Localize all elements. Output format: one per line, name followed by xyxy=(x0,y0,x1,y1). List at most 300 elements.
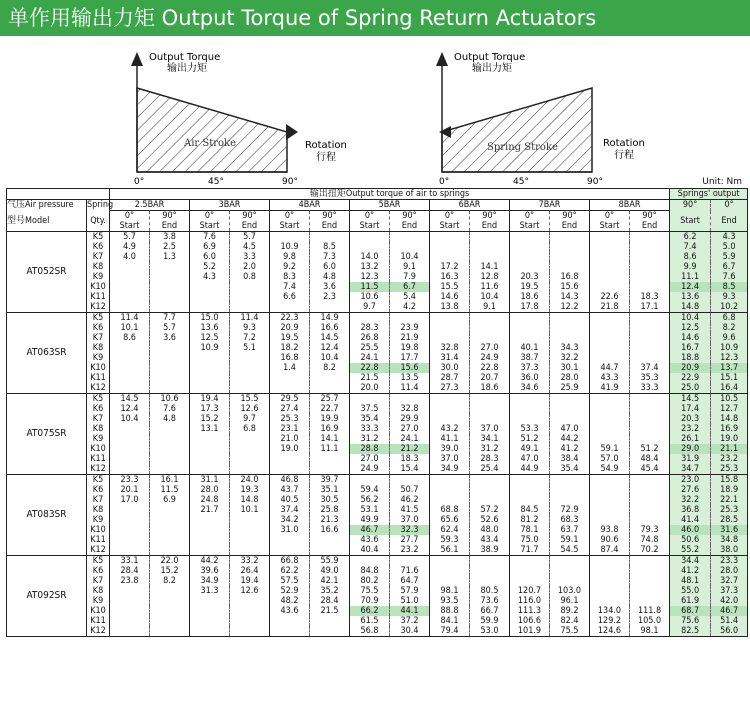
y-axis-label-cn: 输出力矩 xyxy=(167,63,207,74)
torque-value xyxy=(230,596,270,606)
torque-value: 21.2 xyxy=(390,444,430,454)
spring-output-start: 34.7 xyxy=(670,464,711,475)
position-label: End xyxy=(401,221,418,231)
x-axis-label-cn: 行程 xyxy=(316,152,336,163)
table-row xyxy=(7,576,748,586)
torque-value: 13.2 xyxy=(350,262,390,272)
torque-value xyxy=(190,292,230,302)
torque-value xyxy=(150,626,190,637)
spring-output-header: Springs' output xyxy=(670,189,748,200)
torque-value xyxy=(430,475,470,486)
torque-value: 13.6 xyxy=(190,323,230,333)
table-row xyxy=(7,232,748,243)
angle-header xyxy=(150,211,190,232)
torque-value: 6.8 xyxy=(230,424,270,434)
torque-value xyxy=(230,292,270,302)
torque-value: 35.4 xyxy=(350,414,390,424)
torque-value xyxy=(150,464,190,475)
torque-value: 65.6 xyxy=(430,515,470,525)
table-row xyxy=(7,616,748,626)
torque-value: 80.2 xyxy=(350,576,390,586)
table-row xyxy=(7,596,748,606)
torque-value: 16.9 xyxy=(310,424,350,434)
table-row xyxy=(7,475,748,486)
torque-value xyxy=(510,485,550,495)
table-row xyxy=(7,394,748,405)
torque-value: 14.1 xyxy=(310,434,350,444)
torque-value: 79.3 xyxy=(630,525,670,535)
torque-value xyxy=(630,505,670,515)
torque-value xyxy=(110,353,150,363)
x-axis-label-cn: 行程 xyxy=(614,150,634,161)
torque-value xyxy=(110,343,150,353)
table-row xyxy=(7,434,748,444)
torque-value: 35.3 xyxy=(630,373,670,383)
torque-value xyxy=(190,545,230,556)
spring-output-start: 36.8 xyxy=(670,505,711,515)
position-label: End xyxy=(641,221,658,231)
torque-value xyxy=(470,232,510,243)
torque-value: 71.6 xyxy=(390,566,430,576)
torque-value: 16.6 xyxy=(310,323,350,333)
torque-value xyxy=(510,242,550,252)
torque-value: 87.4 xyxy=(590,545,630,556)
spring-output-end: 8.2 xyxy=(711,323,748,333)
torque-value xyxy=(230,373,270,383)
torque-value: 66.2 xyxy=(350,606,390,616)
spring-qty: K8 xyxy=(87,343,110,353)
torque-value: 25.5 xyxy=(350,343,390,353)
spring-output-end: 10.5 xyxy=(711,394,748,405)
torque-value: 129.2 xyxy=(590,616,630,626)
torque-value: 20.3 xyxy=(510,272,550,282)
torque-value: 5.4 xyxy=(390,292,430,302)
torque-value xyxy=(190,444,230,454)
torque-value: 7.7 xyxy=(150,313,190,324)
tick-0: 0° xyxy=(439,177,450,187)
torque-value xyxy=(470,394,510,405)
torque-value: 48.4 xyxy=(630,454,670,464)
torque-value xyxy=(550,242,590,252)
tick-0: 0° xyxy=(134,177,145,187)
torque-value xyxy=(510,566,550,576)
torque-value: 48.2 xyxy=(270,596,310,606)
torque-value: 64.7 xyxy=(390,576,430,586)
torque-value: 54.5 xyxy=(550,545,590,556)
torque-value xyxy=(150,424,190,434)
torque-value: 46.8 xyxy=(270,475,310,486)
torque-value xyxy=(350,556,390,567)
torque-value xyxy=(110,596,150,606)
spring-output-start: 50.6 xyxy=(670,535,711,545)
spring-qty: K6 xyxy=(87,242,110,252)
torque-value: 47.0 xyxy=(510,454,550,464)
table-row xyxy=(7,333,748,343)
pressure-header: 8BAR xyxy=(590,200,670,211)
torque-value: 17.7 xyxy=(390,353,430,363)
torque-value: 70.2 xyxy=(630,545,670,556)
torque-value: 27.0 xyxy=(390,424,430,434)
spring-qty: K5 xyxy=(87,394,110,405)
torque-value xyxy=(190,282,230,292)
torque-value xyxy=(230,454,270,464)
torque-value: 25.3 xyxy=(270,414,310,424)
torque-value xyxy=(110,424,150,434)
spring-output-end: 5.9 xyxy=(711,252,748,262)
spring-stroke-diagram xyxy=(405,40,735,190)
torque-value: 44.7 xyxy=(590,363,630,373)
torque-value xyxy=(110,515,150,525)
spring-qty: K6 xyxy=(87,566,110,576)
spring-output-end: 5.0 xyxy=(711,242,748,252)
torque-value xyxy=(190,434,230,444)
pressure-header: 7BAR xyxy=(510,200,590,211)
torque-value xyxy=(390,242,430,252)
torque-value xyxy=(190,454,230,464)
torque-value xyxy=(270,232,310,243)
torque-value: 24.9 xyxy=(350,464,390,475)
position-label: Start xyxy=(359,221,380,231)
x-axis-label-en: Rotation xyxy=(305,140,347,151)
torque-value xyxy=(630,394,670,405)
torque-value: 59.4 xyxy=(350,485,390,495)
table-row xyxy=(7,464,748,475)
torque-value: 33.3 xyxy=(630,383,670,394)
torque-value xyxy=(230,434,270,444)
torque-value: 15.2 xyxy=(150,566,190,576)
angle-header xyxy=(270,211,310,232)
torque-value: 56.8 xyxy=(350,626,390,637)
torque-value xyxy=(150,272,190,282)
spring-stroke-label: Spring Stroke xyxy=(487,142,558,153)
spring-output-end: 23.3 xyxy=(711,556,748,567)
torque-value xyxy=(190,464,230,475)
torque-value: 28.7 xyxy=(430,373,470,383)
torque-value: 50.7 xyxy=(390,485,430,495)
torque-value xyxy=(630,404,670,414)
spring-output-start: 75.6 xyxy=(670,616,711,626)
torque-value: 14.3 xyxy=(550,292,590,302)
torque-value xyxy=(470,495,510,505)
table-row xyxy=(7,363,748,373)
torque-value: 7.3 xyxy=(310,252,350,262)
torque-value: 11.4 xyxy=(230,313,270,324)
torque-value: 15.2 xyxy=(190,414,230,424)
torque-value: 10.6 xyxy=(350,292,390,302)
angle-header xyxy=(310,211,350,232)
torque-value xyxy=(150,586,190,596)
torque-value xyxy=(470,566,510,576)
torque-value: 23.1 xyxy=(270,424,310,434)
torque-value: 6.9 xyxy=(190,242,230,252)
torque-value xyxy=(310,535,350,545)
spring-output-start: 34.4 xyxy=(670,556,711,567)
torque-value xyxy=(510,232,550,243)
torque-value xyxy=(310,454,350,464)
spring-output-start: 23.0 xyxy=(670,475,711,486)
torque-value: 23.2 xyxy=(390,545,430,556)
spring-label: Spring xyxy=(87,200,114,211)
torque-value: 30.0 xyxy=(430,363,470,373)
torque-value: 33.3 xyxy=(350,424,390,434)
torque-value: 28.0 xyxy=(190,485,230,495)
torque-value xyxy=(630,475,670,486)
spring-qty: K8 xyxy=(87,424,110,434)
table-row xyxy=(7,313,748,324)
torque-value xyxy=(190,626,230,637)
torque-value xyxy=(150,525,190,535)
torque-value: 6.7 xyxy=(390,282,430,292)
spring-angle-header: 0° xyxy=(711,200,748,211)
torque-value xyxy=(150,302,190,313)
torque-value: 30.1 xyxy=(550,363,590,373)
torque-value xyxy=(270,616,310,626)
tick-45: 45° xyxy=(208,177,224,187)
angle-header xyxy=(550,211,590,232)
table-row xyxy=(7,626,748,637)
angle-label: 0° xyxy=(124,211,135,221)
spring-output-start: 55.0 xyxy=(670,586,711,596)
torque-value xyxy=(110,292,150,302)
spring-output-end: 31.6 xyxy=(711,525,748,535)
torque-value: 44.2 xyxy=(190,556,230,567)
torque-value xyxy=(150,515,190,525)
torque-value: 4.0 xyxy=(110,252,150,262)
torque-value: 44.1 xyxy=(390,606,430,616)
torque-value: 66.7 xyxy=(470,606,510,616)
torque-value: 19.5 xyxy=(510,282,550,292)
corner-cell xyxy=(7,189,110,200)
torque-value: 34.2 xyxy=(270,515,310,525)
spring-output-end: 6.8 xyxy=(711,313,748,324)
table-row xyxy=(7,525,748,535)
torque-value: 34.9 xyxy=(190,576,230,586)
torque-value: 44.9 xyxy=(510,464,550,475)
torque-value: 1.4 xyxy=(270,363,310,373)
model-name: AT075SR xyxy=(7,394,87,475)
torque-value: 21.5 xyxy=(310,606,350,616)
spring-output-start: 46.0 xyxy=(670,525,711,535)
torque-value: 80.5 xyxy=(470,586,510,596)
table-row xyxy=(7,556,748,567)
y-axis-label-cn: 输出力矩 xyxy=(472,63,512,74)
position-label: Start xyxy=(119,221,140,231)
torque-value xyxy=(270,535,310,545)
torque-value: 10.4 xyxy=(470,292,510,302)
torque-value: 4.5 xyxy=(230,242,270,252)
torque-value xyxy=(150,373,190,383)
tick-90: 90° xyxy=(282,177,298,187)
spring-qty: K6 xyxy=(87,485,110,495)
torque-value: 15.6 xyxy=(550,282,590,292)
torque-value: 15.0 xyxy=(190,313,230,324)
torque-value xyxy=(270,464,310,475)
torque-value xyxy=(390,313,430,324)
torque-value xyxy=(550,333,590,343)
torque-value: 12.5 xyxy=(190,333,230,343)
torque-value xyxy=(190,515,230,525)
torque-value xyxy=(470,485,510,495)
torque-value xyxy=(430,414,470,424)
torque-value: 29.5 xyxy=(270,394,310,405)
torque-value xyxy=(350,232,390,243)
torque-value: 28.8 xyxy=(350,444,390,454)
spring-qty: K11 xyxy=(87,373,110,383)
torque-value: 88.8 xyxy=(430,606,470,616)
torque-value: 0.8 xyxy=(230,272,270,282)
torque-value xyxy=(230,616,270,626)
torque-value: 63.7 xyxy=(550,525,590,535)
torque-value: 35.1 xyxy=(310,485,350,495)
spring-output-start: 61.9 xyxy=(670,596,711,606)
torque-value: 101.9 xyxy=(510,626,550,637)
angle-label: 0° xyxy=(524,211,535,221)
torque-value xyxy=(150,454,190,464)
torque-value xyxy=(550,394,590,405)
torque-value xyxy=(510,394,550,405)
torque-value: 43.2 xyxy=(430,424,470,434)
torque-value xyxy=(510,576,550,586)
torque-value xyxy=(110,434,150,444)
air-stroke-area xyxy=(137,88,287,172)
spring-output-end: 42.0 xyxy=(711,596,748,606)
torque-value xyxy=(510,252,550,262)
spring-qty: K5 xyxy=(87,313,110,324)
torque-value xyxy=(430,394,470,405)
torque-value: 25.4 xyxy=(470,464,510,475)
torque-value xyxy=(590,313,630,324)
torque-value: 31.3 xyxy=(190,586,230,596)
spring-output-start: 48.1 xyxy=(670,576,711,586)
torque-value xyxy=(110,616,150,626)
torque-value: 32.8 xyxy=(390,404,430,414)
torque-value: 7.6 xyxy=(190,232,230,243)
torque-value xyxy=(310,383,350,394)
torque-value xyxy=(270,626,310,637)
torque-value xyxy=(270,302,310,313)
torque-value xyxy=(550,495,590,505)
torque-value xyxy=(230,302,270,313)
torque-value: 27.4 xyxy=(270,404,310,414)
torque-value: 68.8 xyxy=(430,505,470,515)
torque-value xyxy=(510,556,550,567)
spring-output-end: 16.9 xyxy=(711,424,748,434)
torque-value xyxy=(430,576,470,586)
torque-value: 44.2 xyxy=(550,434,590,444)
spring-output-start: 9.9 xyxy=(670,262,711,272)
torque-value: 9.7 xyxy=(350,302,390,313)
spring-output-start: 18.8 xyxy=(670,353,711,363)
table-row xyxy=(7,424,748,434)
table-row xyxy=(7,252,748,262)
torque-value xyxy=(550,404,590,414)
torque-value xyxy=(390,475,430,486)
torque-value: 4.8 xyxy=(150,414,190,424)
x-axis-label-en: Rotation xyxy=(603,138,645,149)
table-row xyxy=(7,454,748,464)
torque-value: 18.2 xyxy=(270,343,310,353)
torque-value: 38.9 xyxy=(470,545,510,556)
torque-value: 15.5 xyxy=(430,282,470,292)
table-row xyxy=(7,323,748,333)
torque-value: 37.0 xyxy=(470,424,510,434)
torque-value: 10.6 xyxy=(150,394,190,405)
torque-value: 34.1 xyxy=(470,434,510,444)
spring-qty: K10 xyxy=(87,525,110,535)
torque-value xyxy=(510,404,550,414)
torque-value: 16.1 xyxy=(150,475,190,486)
torque-value: 51.2 xyxy=(510,434,550,444)
spring-output-end: 8.5 xyxy=(711,282,748,292)
position-label: Start xyxy=(599,221,620,231)
spring-output-start: 23.2 xyxy=(670,424,711,434)
spring-qty: K7 xyxy=(87,414,110,424)
torque-value xyxy=(630,242,670,252)
torque-value: 16.8 xyxy=(270,353,310,363)
pressure-header: 6BAR xyxy=(430,200,510,211)
torque-value: 11.4 xyxy=(390,383,430,394)
torque-value: 10.1 xyxy=(110,323,150,333)
torque-value: 32.3 xyxy=(390,525,430,535)
spring-output-start: 10.4 xyxy=(670,313,711,324)
spring-output-end: 14.8 xyxy=(711,414,748,424)
torque-value xyxy=(550,576,590,586)
torque-value xyxy=(110,606,150,616)
torque-value xyxy=(470,252,510,262)
table-row xyxy=(7,262,748,272)
torque-value: 75.5 xyxy=(550,626,590,637)
torque-value: 23.8 xyxy=(110,576,150,586)
torque-value: 82.4 xyxy=(550,616,590,626)
torque-value: 24.0 xyxy=(230,475,270,486)
torque-value: 57.2 xyxy=(470,505,510,515)
torque-value: 31.2 xyxy=(470,444,510,454)
torque-value xyxy=(350,475,390,486)
torque-value xyxy=(110,545,150,556)
torque-value xyxy=(150,434,190,444)
torque-value: 7.6 xyxy=(150,404,190,414)
torque-value xyxy=(110,454,150,464)
torque-value xyxy=(190,596,230,606)
torque-value: 14.1 xyxy=(470,262,510,272)
torque-value xyxy=(150,596,190,606)
torque-value xyxy=(110,272,150,282)
table-row xyxy=(7,242,748,252)
table-row xyxy=(7,485,748,495)
spring-output-end: 51.4 xyxy=(711,616,748,626)
torque-value xyxy=(550,556,590,567)
torque-value: 14.6 xyxy=(430,292,470,302)
spring-qty: K7 xyxy=(87,333,110,343)
torque-value: 59.1 xyxy=(550,535,590,545)
spring-output-start: 13.6 xyxy=(670,292,711,302)
torque-value: 5.7 xyxy=(110,232,150,243)
spring-output-start: 20.9 xyxy=(670,363,711,373)
torque-value xyxy=(270,383,310,394)
torque-value xyxy=(470,414,510,424)
spring-qty: K12 xyxy=(87,464,110,475)
torque-value xyxy=(550,262,590,272)
spring-position-label: Start xyxy=(670,211,711,232)
spring-qty: K7 xyxy=(87,495,110,505)
torque-value: 75.5 xyxy=(350,586,390,596)
table-row xyxy=(7,505,748,515)
torque-value: 3.6 xyxy=(150,333,190,343)
torque-value xyxy=(350,242,390,252)
torque-value: 6.9 xyxy=(150,495,190,505)
spring-stroke-area xyxy=(442,88,592,172)
torque-value xyxy=(510,262,550,272)
